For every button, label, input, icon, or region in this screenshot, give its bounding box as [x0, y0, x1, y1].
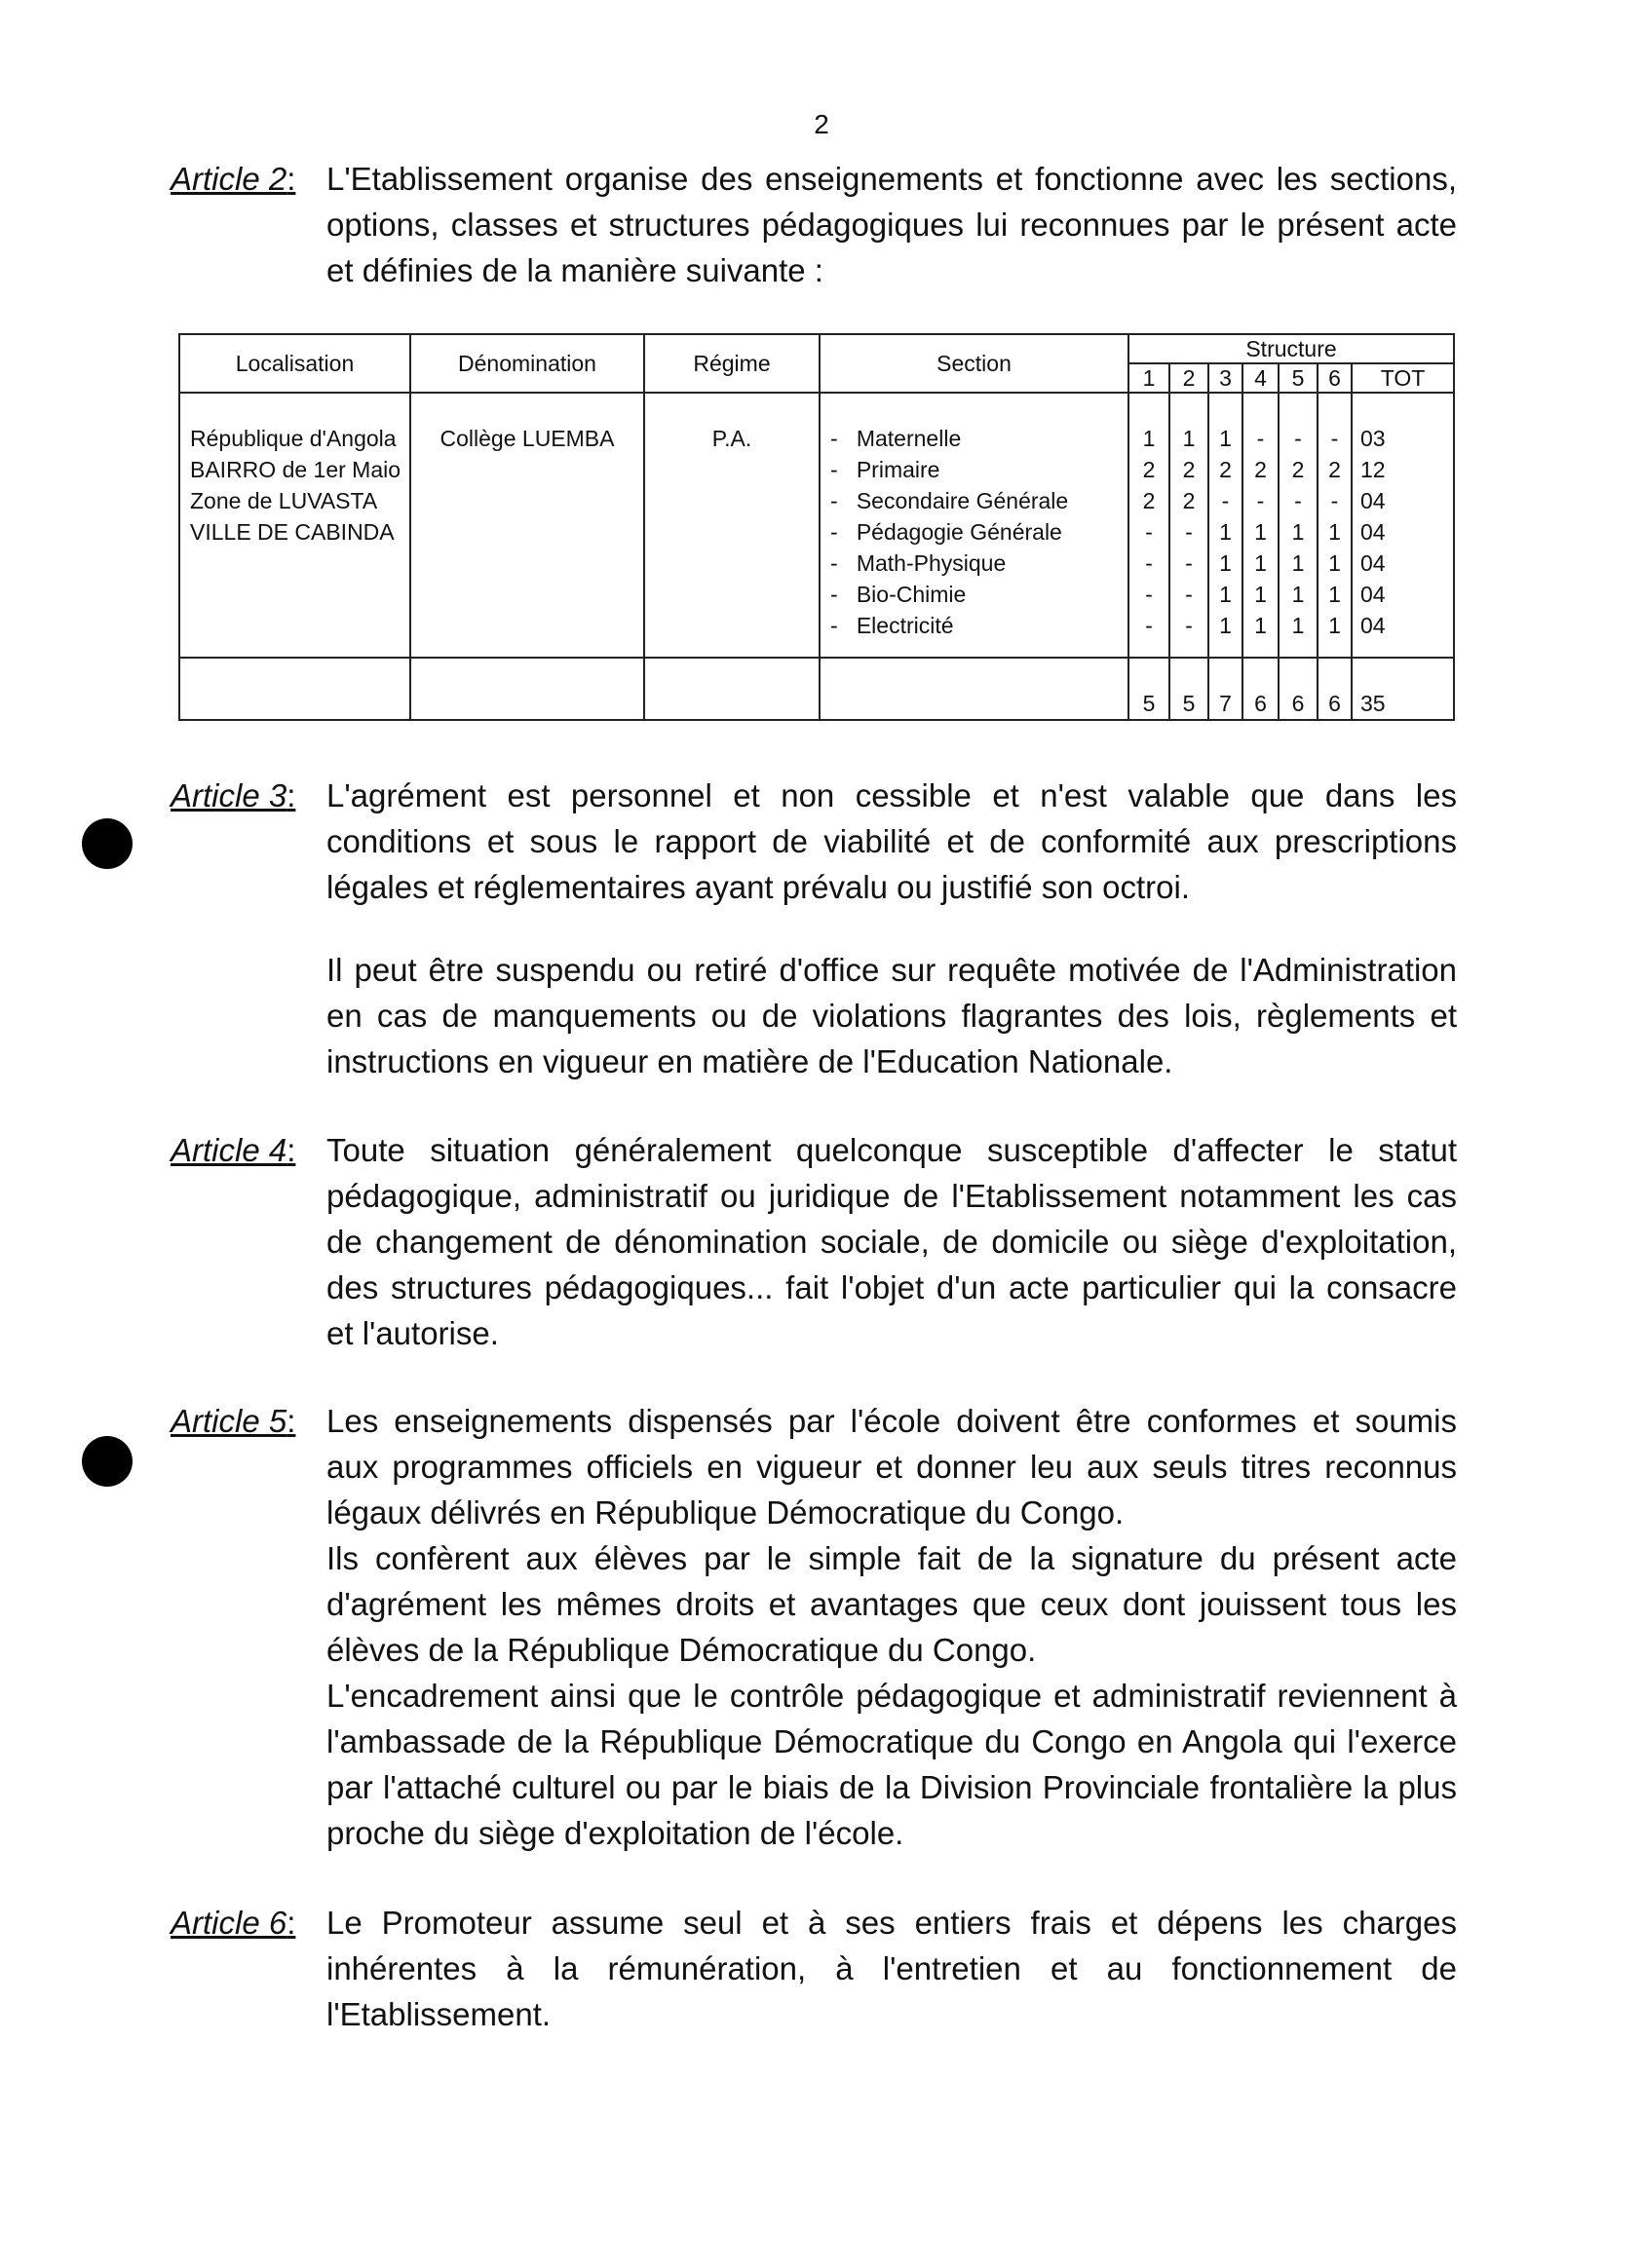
header-section: Section [820, 334, 1128, 393]
section-item: - Primaire [830, 454, 1122, 485]
structure-value: - [1185, 550, 1193, 576]
cell-denomination: Collège LUEMBA [410, 393, 644, 658]
structure-value: 1 [1219, 519, 1232, 545]
cell-localisation: République d'Angola BAIRRO de 1er Maio Zone de LUVASTA VILLE DE CABINDA [179, 393, 410, 658]
structure-value: - [1256, 488, 1265, 513]
totals-row [179, 658, 1454, 720]
structure-value: - [1145, 550, 1153, 576]
structure-value: - [1294, 426, 1302, 451]
structure-value: 1 [1291, 519, 1305, 545]
article-3-label: Article 3 [171, 777, 287, 813]
article-5-label: Article 5 [171, 1403, 287, 1439]
section-item: - Maternelle [830, 423, 1122, 454]
article-4: Article 4: Toute situation généralement quelconque susceptible d'affecter le statut pédagogique, administratif ou juridique de l'Etablissement notamment les cas de changement de dénomination sociale, de domicile ou siège d'exploitation, des structures pédagogiques... fait l'objet d'un acte particulier qui la consacre et l'autorise. [171, 1127, 1457, 1356]
structure-value: 2 [1254, 457, 1267, 482]
article-2-label: Article 2 [171, 161, 287, 197]
structure-value: 1 [1254, 582, 1267, 607]
structure-value: 04 [1360, 550, 1386, 576]
structure-value: 03 [1360, 426, 1386, 451]
punch-hole-top [82, 818, 133, 869]
table-row [179, 393, 1454, 658]
header-structure-col: TOT [1352, 363, 1454, 393]
article-6-label: Article 6 [171, 1905, 287, 1941]
structure-value: - [1185, 582, 1193, 607]
structure-value: 1 [1219, 426, 1232, 451]
header-localisation: Localisation [179, 334, 410, 393]
structure-value: 2 [1219, 457, 1232, 482]
article-6: Article 6: Le Promoteur assume seul et à ses entiers frais et dépens les charges inhérentes à la rémunération, à l'entretien et au fonctionnement de l'Etablissement. [171, 1900, 1457, 2037]
structure-value: 1 [1328, 613, 1341, 638]
cell-sections [820, 393, 1128, 658]
cell-structure-col-1 [1128, 393, 1169, 658]
article-3-paragraph-2: Il peut être suspendu ou retiré d'office sur requête motivée de l'Administration en cas de manquements ou de violations flagrantes des lois, règlements et instructions en vigueur en matière de l'Education Nationale. [326, 952, 1457, 1079]
structure-value: 2 [1291, 457, 1305, 482]
total-cell: 35 [1352, 658, 1454, 720]
structure-value: - [1330, 426, 1339, 451]
section-item: - Bio-Chimie [830, 579, 1122, 610]
page-number: 2 [814, 109, 829, 139]
punch-hole-bottom [82, 1436, 133, 1487]
article-2: Article 2: L'Etablissement organise des enseignements et fonctionne avec les sections, options, classes et structures pédagogiques lui reconnues par le présent acte et définies de la manière suivante : [171, 156, 1457, 293]
total-cell: 5 [1128, 658, 1169, 720]
article-5: Article 5: Les enseignements dispensés par l'école doivent être conformes et soumis aux programmes officiels en vigueur et donner leu aux seuls titres reconnus légaux délivrés en République Démocratique du Congo. Ils confèrent aux élèves par le simple fait de la signature du présent acte d'agrément les mêmes droits et avantages que ceux dont jouissent tous les élèves de la République Démocratique du Congo. L'encadrement ainsi que le contrôle pédagogique et administratif reviennent à l'ambassade de la République Démocratique du Congo en Angola qui l'exerce par l'attaché culturel ou par le biais de la Division Provinciale frontalière la plus proche du siège d'exploitation de l'école. [171, 1398, 1457, 1856]
structure-value: 2 [1328, 457, 1341, 482]
article-6-text: Le Promoteur assume seul et à ses entiers frais et dépens les charges inhérentes à la rémunération, à l'entretien et au fonctionnement de l'Etablissement. [326, 1905, 1457, 2032]
structure-value: - [1145, 613, 1153, 638]
header-regime: Régime [644, 334, 820, 393]
article-5-paragraph-3: L'encadrement ainsi que le contrôle pédagogique et administratif reviennent à l'ambassade de la République Démocratique du Congo en Angola qui l'exerce par l'attaché culturel ou par le biais de la Division Provinciale frontalière la plus proche du siège d'exploitation de l'école. [326, 1678, 1457, 1851]
structure-value: - [1294, 488, 1302, 513]
structure-value: 2 [1142, 488, 1156, 513]
structure-value: 04 [1360, 613, 1386, 638]
header-structure: Structure [1128, 334, 1454, 363]
cell-structure-col-5 [1279, 393, 1318, 658]
header-structure-col: 2 [1169, 363, 1208, 393]
article-2-text: L'Etablissement organise des enseignements et fonctionne avec les sections, options, classes et structures pédagogiques lui reconnues par le présent acte et définies de la manière suivante : [326, 161, 1457, 288]
structure-value: 1 [1254, 550, 1267, 576]
structure-value: 04 [1360, 488, 1386, 513]
total-cell: 6 [1318, 658, 1352, 720]
header-structure-col: 3 [1208, 363, 1242, 393]
structure-value: 1 [1219, 613, 1232, 638]
total-cell: 6 [1279, 658, 1318, 720]
header-structure-col: 4 [1242, 363, 1279, 393]
structure-value: 1 [1291, 550, 1305, 576]
article-5-paragraph-1: Les enseignements dispensés par l'école doivent être conformes et soumis aux programmes officiels en vigueur et donner leu aux seuls titres reconnus légaux délivrés en République Démocratique du Congo. [326, 1403, 1457, 1531]
header-structure-col: 5 [1279, 363, 1318, 393]
cell-structure-col-2 [1169, 393, 1208, 658]
structure-value: 1 [1254, 613, 1267, 638]
structure-value: 2 [1182, 457, 1196, 482]
structure-value: 1 [1291, 582, 1305, 607]
cell-structure-col-3 [1208, 393, 1242, 658]
cell-structure-tot [1352, 393, 1454, 658]
structure-value: 2 [1182, 488, 1196, 513]
header-structure-col: 1 [1128, 363, 1169, 393]
article-4-text: Toute situation généralement quelconque susceptible d'affecter le statut pédagogique, administratif ou juridique de l'Etablissement notamment les cas de changement de dénomination sociale, de domicile ou siège d'exploitation, des structures pédagogiques... fait l'objet d'un acte particulier qui la consacre et l'autorise. [326, 1132, 1457, 1351]
total-cell: 5 [1169, 658, 1208, 720]
structure-value: 1 [1328, 519, 1341, 545]
article-5-paragraph-2: Ils confèrent aux élèves par le simple fait de la signature du présent acte d'agrément les mêmes droits et avantages que ceux dont jouissent tous les élèves de la République Démocratique du Congo. [326, 1540, 1457, 1668]
cell-regime: P.A. [644, 393, 820, 658]
section-item: - Pédagogie Générale [830, 516, 1122, 548]
structure-table [178, 333, 1455, 721]
structure-value: - [1185, 613, 1193, 638]
header-denomination: Dénomination [410, 334, 644, 393]
structure-value: - [1145, 519, 1153, 545]
structure-value: 2 [1142, 457, 1156, 482]
cell-structure-col-4 [1242, 393, 1279, 658]
header-structure-col: 6 [1318, 363, 1352, 393]
structure-value: 1 [1291, 613, 1305, 638]
structure-value: - [1145, 582, 1153, 607]
structure-value: 04 [1360, 519, 1386, 545]
structure-value: 1 [1254, 519, 1267, 545]
section-item: - Secondaire Générale [830, 485, 1122, 516]
structure-value: - [1330, 488, 1339, 513]
structure-value: - [1221, 488, 1230, 513]
total-cell: 6 [1242, 658, 1279, 720]
article-4-label: Article 4 [171, 1132, 287, 1168]
article-3: Article 3: L'agrément est personnel et non cessible et n'est valable que dans les conditions et sous le rapport de viabilité et de conformité aux prescriptions légales et réglementaires ayant prévalu ou justifié son octroi. Il peut être suspendu ou retiré d'office sur requête motivée de l'Administration en cas de manquements ou de violations flagrantes des lois, règlements et instructions en vigueur en matière de l'Education Nationale. [171, 773, 1457, 1084]
structure-value: 1 [1328, 550, 1341, 576]
structure-value: 1 [1219, 582, 1232, 607]
structure-value: 1 [1328, 582, 1341, 607]
section-item: - Math-Physique [830, 548, 1122, 579]
structure-value: 1 [1142, 426, 1156, 451]
structure-value: 1 [1182, 426, 1196, 451]
article-3-paragraph-1: L'agrément est personnel et non cessible et n'est valable que dans les conditions et sous le rapport de viabilité et de conformité aux prescriptions légales et réglementaires ayant prévalu ou justifié son octroi. [326, 777, 1457, 905]
structure-value: 12 [1360, 457, 1386, 482]
section-item: - Electricité [830, 610, 1122, 641]
cell-structure-col-6 [1318, 393, 1352, 658]
structure-value: 1 [1219, 550, 1232, 576]
structure-value: - [1185, 519, 1193, 545]
structure-value: - [1256, 426, 1265, 451]
structure-value: 04 [1360, 582, 1386, 607]
total-cell: 7 [1208, 658, 1242, 720]
